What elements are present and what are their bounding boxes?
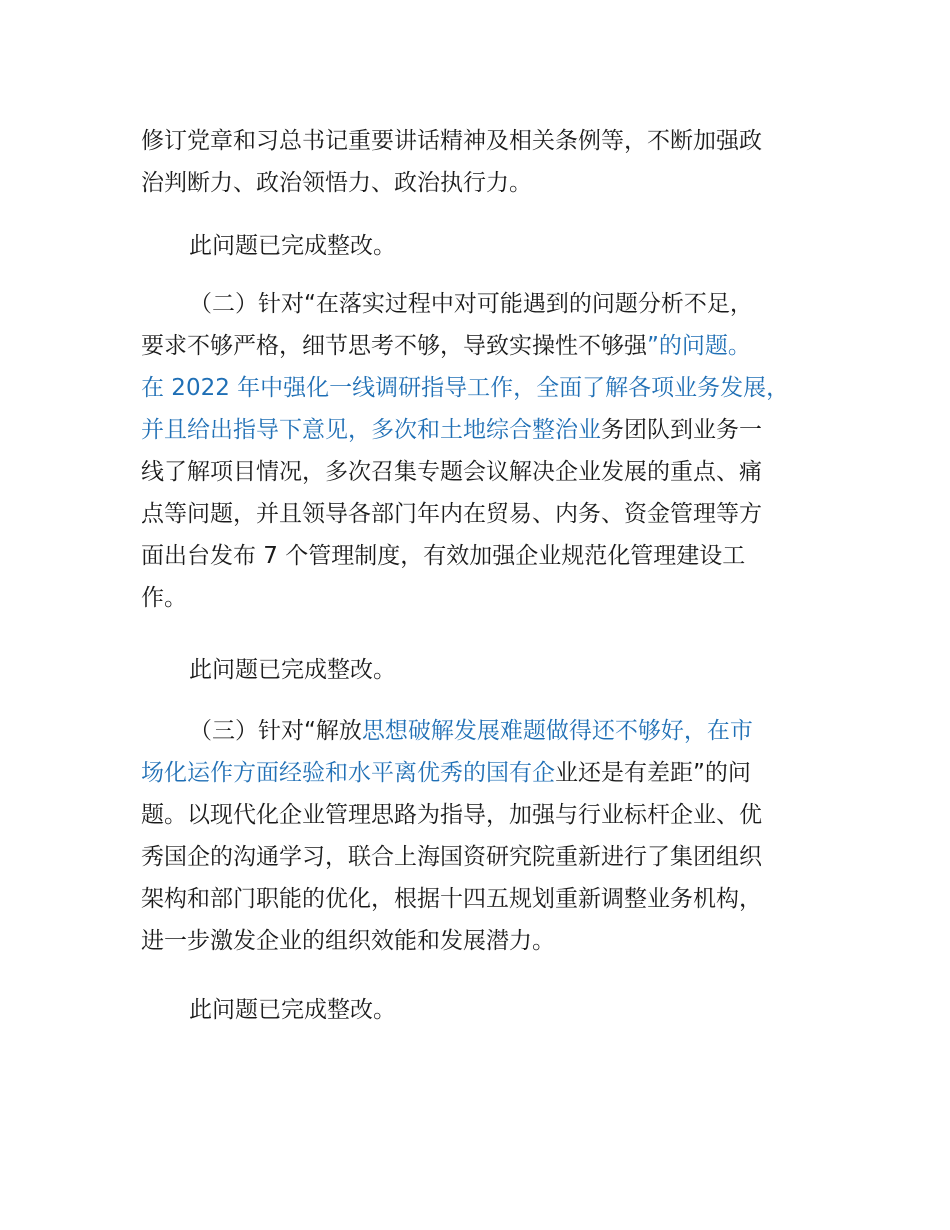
text-span: （三）针对“解放	[189, 718, 362, 744]
text-line	[141, 325, 841, 367]
text-span: 务团队到业务一	[601, 417, 762, 443]
highlighted-span: 并且给出指导下意见，多次和土地综合整治业	[141, 417, 601, 443]
paragraph-2	[141, 283, 841, 619]
text-line	[141, 752, 841, 794]
text-line: 作。	[141, 585, 187, 611]
text-line: 架构和部门职能的优化，根据十四五规划重新调整业务机构，	[141, 886, 762, 912]
text-line: 点等问题，并且领导各部门年内在贸易、内务、资金管理等方	[141, 501, 762, 527]
text-line	[141, 710, 841, 752]
text-line: （二）针对“在落实过程中对可能遇到的问题分析不足，	[189, 291, 753, 317]
text-line	[141, 409, 841, 451]
completion-note: 此问题已完成整改。	[189, 657, 396, 683]
status-note-3	[141, 989, 841, 1031]
text-line: 治判断力、政治领悟力、政治执行力。	[141, 170, 532, 196]
text-span: 要求不够严格，细节思考不够，导致实操性不够强	[141, 333, 647, 359]
completion-note: 此问题已完成整改。	[189, 997, 396, 1023]
paragraph-1	[141, 120, 841, 204]
highlighted-span: ”的问题。	[647, 333, 751, 359]
paragraph-3	[141, 710, 841, 962]
text-line: 题。以现代化企业管理思路为指导，加强与行业标杆企业、优	[141, 802, 762, 828]
completion-note: 此问题已完成整改。	[189, 233, 396, 259]
text-line: 面出台发布 7 个管理制度，有效加强企业规范化管理建设工	[141, 543, 746, 569]
text-line: 线了解项目情况，多次召集专题会议解决企业发展的重点、痛	[141, 459, 762, 485]
highlighted-span: 思想破解发展难题做得还不够好，在市	[361, 718, 753, 744]
text-span: 业还是有差距”的问	[555, 760, 751, 786]
highlighted-line: 在 2022 年中强化一线调研指导工作，全面了解各项业务发展，	[141, 375, 790, 401]
highlighted-span: 场化运作方面经验和水平离优秀的国有企	[141, 760, 555, 786]
text-line: 秀国企的沟通学习，联合上海国资研究院重新进行了集团组织	[141, 844, 762, 870]
text-line: 进一步激发企业的组织效能和发展潜力。	[141, 928, 555, 954]
status-note-1	[141, 225, 841, 267]
text-line: 修订党章和习总书记重要讲话精神及相关条例等，不断加强政	[141, 128, 762, 154]
status-note-2	[141, 649, 841, 691]
